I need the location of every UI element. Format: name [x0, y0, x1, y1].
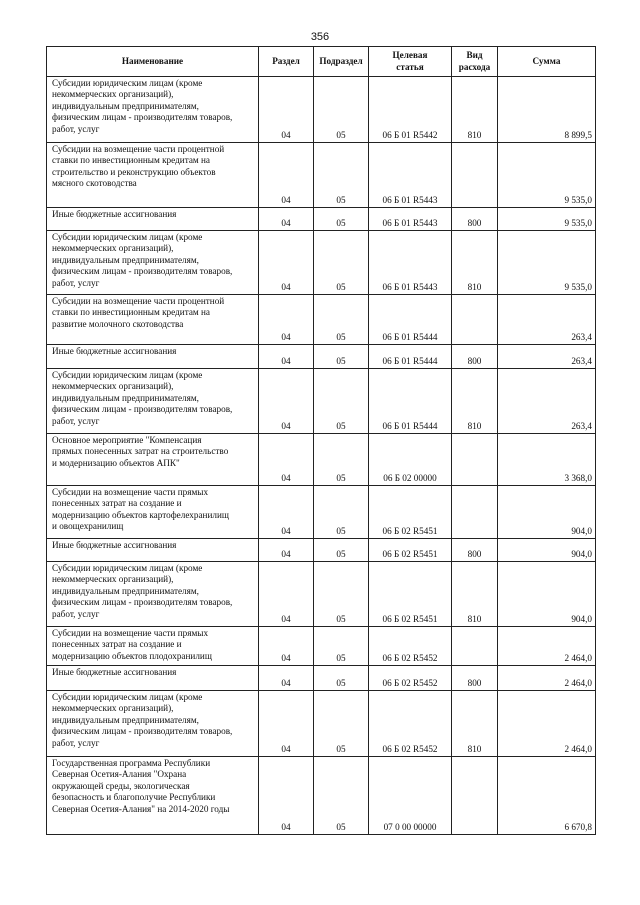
- row-amount: 904,0: [498, 486, 596, 539]
- row-target-article: 06 Б 02 R5452: [369, 627, 452, 666]
- row-expense-type: [452, 757, 498, 835]
- row-section: 04: [259, 208, 314, 231]
- row-expense-type: 800: [452, 208, 498, 231]
- row-expense-type: [452, 295, 498, 345]
- row-name: Субсидии юридическим лицам (кроме некоммерческих организаций), индивидуальным предпринимателям, физическим лицам - производителям товаров, работ, услуг: [47, 562, 259, 627]
- row-subsection: 05: [314, 627, 369, 666]
- row-name: Субсидии на возмещение части процентной ставки по инвестиционным кредитам на строительство и реконструкцию объектов мясного скотоводства: [47, 143, 259, 208]
- page-number: 356: [310, 31, 330, 43]
- table-header-row: [47, 47, 596, 77]
- column-header-amount: Сумма: [498, 47, 596, 77]
- row-target-article: 06 Б 01 R5444: [369, 345, 452, 369]
- row-name: Субсидии на возмещение части процентной ставки по инвестиционным кредитам на развитие молочного скотоводства: [47, 295, 259, 345]
- row-subsection: 05: [314, 143, 369, 208]
- row-amount: 2 464,0: [498, 691, 596, 757]
- column-header-name: Наименование: [47, 47, 259, 77]
- row-expense-type: 810: [452, 691, 498, 757]
- row-amount: 263,4: [498, 369, 596, 434]
- row-subsection: 05: [314, 539, 369, 562]
- row-name: Субсидии на возмещение части прямых понесенных затрат на создание и модернизацию объектов картофелехранилищ и овощехранилищ: [47, 486, 259, 539]
- row-expense-type: 800: [452, 539, 498, 562]
- row-expense-type: 810: [452, 562, 498, 627]
- row-name: Субсидии юридическим лицам (кроме некоммерческих организаций), индивидуальным предпринимателям, физическим лицам - производителям товаров, работ, услуг: [47, 231, 259, 295]
- row-name: Иные бюджетные ассигнования: [47, 666, 259, 691]
- row-amount: 263,4: [498, 295, 596, 345]
- row-name: Субсидии юридическим лицам (кроме некоммерческих организаций), индивидуальным предпринимателям, физическим лицам - производителям товаров, работ, услуг: [47, 369, 259, 434]
- row-expense-type: [452, 627, 498, 666]
- row-section: 04: [259, 666, 314, 691]
- row-subsection: 05: [314, 295, 369, 345]
- row-section: 04: [259, 434, 314, 486]
- row-section: 04: [259, 369, 314, 434]
- row-section: 04: [259, 486, 314, 539]
- row-subsection: 05: [314, 757, 369, 835]
- row-expense-type: 810: [452, 231, 498, 295]
- row-amount: 9 535,0: [498, 143, 596, 208]
- row-subsection: 05: [314, 562, 369, 627]
- row-target-article: 06 Б 01 R5444: [369, 369, 452, 434]
- row-section: 04: [259, 345, 314, 369]
- row-subsection: 05: [314, 434, 369, 486]
- row-name: Основное мероприятие "Компенсация прямых понесенных затрат на строительство и модернизацию объектов АПК": [47, 434, 259, 486]
- row-amount: 9 535,0: [498, 231, 596, 295]
- row-amount: 2 464,0: [498, 627, 596, 666]
- row-target-article: 06 Б 02 R5452: [369, 666, 452, 691]
- row-section: 04: [259, 231, 314, 295]
- row-expense-type: 800: [452, 345, 498, 369]
- row-name: Иные бюджетные ассигнования: [47, 208, 259, 231]
- row-section: 04: [259, 757, 314, 835]
- table-row: [47, 345, 596, 369]
- row-target-article: 07 0 00 00000: [369, 757, 452, 835]
- column-header-subsection: Подраздел: [314, 47, 369, 77]
- table-row: [47, 77, 596, 143]
- table-row: [47, 539, 596, 562]
- row-amount: 904,0: [498, 562, 596, 627]
- table-row: [47, 486, 596, 539]
- row-section: 04: [259, 143, 314, 208]
- row-amount: 6 670,8: [498, 757, 596, 835]
- row-target-article: 06 Б 01 R5443: [369, 231, 452, 295]
- row-section: 04: [259, 691, 314, 757]
- row-target-article: 06 Б 02 R5451: [369, 539, 452, 562]
- row-name: Иные бюджетные ассигнования: [47, 539, 259, 562]
- row-subsection: 05: [314, 369, 369, 434]
- row-target-article: 06 Б 02 R5451: [369, 562, 452, 627]
- row-amount: 8 899,5: [498, 77, 596, 143]
- row-expense-type: [452, 143, 498, 208]
- row-expense-type: 810: [452, 369, 498, 434]
- row-subsection: 05: [314, 691, 369, 757]
- row-section: 04: [259, 77, 314, 143]
- table-row: [47, 757, 596, 835]
- row-subsection: 05: [314, 345, 369, 369]
- table-row: [47, 369, 596, 434]
- row-amount: 9 535,0: [498, 208, 596, 231]
- row-subsection: 05: [314, 77, 369, 143]
- table-row: [47, 295, 596, 345]
- row-target-article: 06 Б 02 R5451: [369, 486, 452, 539]
- row-target-article: 06 Б 01 R5443: [369, 143, 452, 208]
- row-section: 04: [259, 562, 314, 627]
- row-name: Субсидии юридическим лицам (кроме некоммерческих организаций), индивидуальным предпринимателям, физическим лицам - производителям товаров, работ, услуг: [47, 77, 259, 143]
- table-row: [47, 231, 596, 295]
- row-amount: 263,4: [498, 345, 596, 369]
- table-row: [47, 143, 596, 208]
- row-expense-type: [452, 486, 498, 539]
- row-target-article: 06 Б 02 R5452: [369, 691, 452, 757]
- row-amount: 2 464,0: [498, 666, 596, 691]
- row-section: 04: [259, 539, 314, 562]
- row-subsection: 05: [314, 486, 369, 539]
- column-header-section: Раздел: [259, 47, 314, 77]
- table-row: [47, 562, 596, 627]
- row-name: Государственная программа Республики Северная Осетия-Алания "Охрана окружающей среды, экологическая безопасность и благополучие Республики Северная Осетия-Алания" на 2014-2020 годы: [47, 757, 259, 835]
- column-header-expense-type: Вид расхода: [452, 47, 498, 77]
- row-subsection: 05: [314, 666, 369, 691]
- row-subsection: 05: [314, 231, 369, 295]
- row-section: 04: [259, 295, 314, 345]
- column-header-target-article: Целевая статья: [369, 47, 452, 77]
- row-amount: 904,0: [498, 539, 596, 562]
- table-row: [47, 691, 596, 757]
- row-section: 04: [259, 627, 314, 666]
- row-expense-type: 800: [452, 666, 498, 691]
- row-name: Субсидии на возмещение части прямых понесенных затрат на создание и модернизацию объектов плодохранилищ: [47, 627, 259, 666]
- row-subsection: 05: [314, 208, 369, 231]
- row-target-article: 06 Б 01 R5444: [369, 295, 452, 345]
- row-amount: 3 368,0: [498, 434, 596, 486]
- table-row: [47, 434, 596, 486]
- row-expense-type: 810: [452, 77, 498, 143]
- row-target-article: 06 Б 01 R5443: [369, 208, 452, 231]
- table-row: [47, 208, 596, 231]
- row-target-article: 06 Б 02 00000: [369, 434, 452, 486]
- budget-table: [46, 46, 596, 835]
- table-row: [47, 666, 596, 691]
- row-expense-type: [452, 434, 498, 486]
- row-target-article: 06 Б 01 R5442: [369, 77, 452, 143]
- row-name: Субсидии юридическим лицам (кроме некоммерческих организаций), индивидуальным предпринимателям, физическим лицам - производителям товаров, работ, услуг: [47, 691, 259, 757]
- row-name: Иные бюджетные ассигнования: [47, 345, 259, 369]
- table-row: [47, 627, 596, 666]
